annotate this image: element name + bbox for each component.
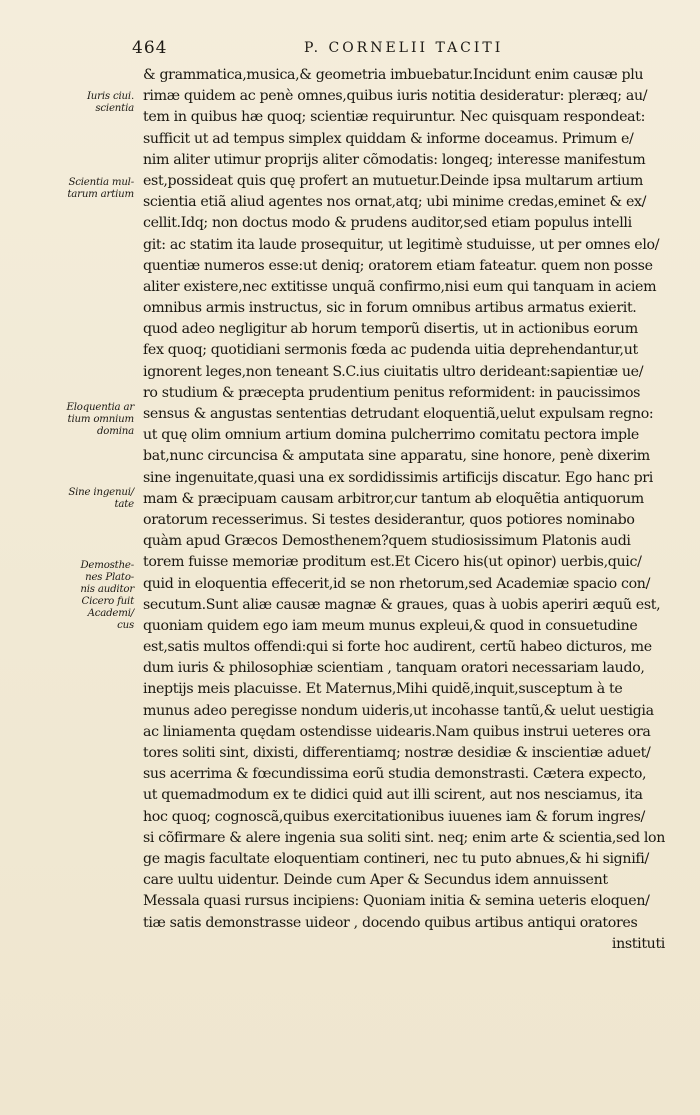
text-line: dum iuris & philosophiæ scientiam , tanquam oratori necessariam laudo,: [143, 660, 645, 677]
text-line: sus acerrima & fœcundissima eorũ studia demonstrasti. Cætera expecto,: [143, 766, 647, 783]
text-line: est,possideat quis quę profert an mutuetur.Deinde ipsa multarum artium: [143, 172, 644, 189]
text-line: quod adeo negligitur ab horum temporũ disertis, ut in actionibus eorum: [143, 321, 638, 338]
text-line: oratorum recesserimus. Si testes desiderantur, quos potiores nominabo: [143, 511, 635, 528]
text-line: care uultu uidentur. Deinde cum Aper & Secundus idem annuissent: [143, 872, 608, 889]
running-head: P. CORNELII TACITI: [304, 40, 504, 56]
margin-note-line: tate: [114, 499, 134, 510]
text-line: ac liniamenta quędam ostendisse uidearis.Nam quibus instrui ueteres ora: [143, 723, 651, 740]
text-line: quentiæ numeros esse:ut deniq; oratorem etiam fateatur. quem non posse: [143, 257, 653, 274]
text-line: instituti: [611, 935, 665, 952]
text-line: & grammatica,musica,& geometria imbuebatur.Incidunt enim causæ plu: [143, 67, 644, 83]
body-text: [143, 65, 665, 955]
text-line: ut quemadmodum ex te didici quid aut illi scirent, aut nos nesciamus, ita: [143, 787, 643, 804]
margin-note-demosthenes-cicero: [62, 560, 134, 632]
text-line: quid in eloquentia effecerit,id se non rhetorum,sed Academiæ spacio con/: [143, 575, 651, 592]
text-line: torem fuisse memoriæ proditum est.Et Cicero his(ut opinor) uerbis,quic/: [143, 554, 642, 571]
margin-note-eloquentia-domina: [62, 402, 134, 438]
margin-note-sine-ingenuitate: [62, 487, 134, 511]
text-line: rimæ quidem ac penè omnes,quibus iuris notitia desideratur: pleræq; au/: [143, 88, 648, 105]
text-line: ut quę olim omnium artium domina pulcherrimo comitatu pectora imple: [143, 427, 639, 444]
text-line: munus adeo peregisse nondum uideris,ut incohasse tantũ,& uelut uestigia: [143, 702, 654, 719]
text-line: si cõfirmare & alere ingenia sua soliti sint. neq; enim arte & scientia,sed lon: [143, 829, 665, 846]
margin-note-line: Sine ingenui/: [68, 487, 134, 498]
text-line: sensus & angustas sententias detrudant eloquentiã,uelut expulsam regno:: [143, 406, 654, 422]
text-line: hoc quoq; cognoscã,quibus exercitationibus iuuenes iam & forum ingres/: [143, 808, 645, 825]
text-line: scientia etiã aliud agentes nos ornat,atq; ubi minime credas,eminet & ex/: [143, 194, 647, 211]
margin-note-line: scientia: [95, 103, 134, 114]
text-line: sufficit ut ad tempus simplex quiddam & informe doceamus. Primum e/: [143, 130, 634, 147]
margin-note-line: Demosthe-: [80, 560, 134, 571]
margin-note-line: nis auditor: [80, 584, 134, 595]
margin-note-line: nes Plato-: [85, 572, 134, 583]
margin-note-line: tium omnium: [67, 414, 134, 425]
margin-note-line: Scientia mul-: [68, 177, 134, 188]
margin-note-line: domina: [96, 426, 134, 437]
text-line: aliter existere,nec extitisse unquã confirmo,nisi eum qui tanquam in aciem: [143, 278, 657, 295]
margin-note-line: cus: [117, 620, 134, 631]
text-line: Messala quasi rursus incipiens: Quoniam initia & semina ueteris eloquen/: [143, 893, 650, 910]
margin-note-line: Iuris ciui.: [86, 91, 134, 102]
text-line: mam & præcipuam causam arbitror,cur tantum ab eloquẽtia antiquorum: [143, 490, 644, 507]
page-header: [128, 38, 608, 62]
text-line: bat,nunc circuncisa & amputata sine apparatu, sine honore, penè dixerim: [143, 448, 650, 465]
margin-note-scientia-artium: [62, 177, 134, 201]
text-line: cellit.Idq; non doctus modo & prudens auditor,sed etiam populus intelli: [143, 215, 632, 232]
text-line: ge magis facultate eloquentiam contineri, nec tu puto abnues,& hi signifi/: [143, 850, 649, 867]
text-line: git: ac statim ita laude prosequitur, ut legitimè studuisse, ut per omnes elo/: [143, 236, 660, 253]
margin-note-line: Cicero fuit: [81, 596, 134, 607]
text-line: tem in quibus hæ quoq; scientiæ requiruntur. Nec quisquam respondeat:: [143, 109, 646, 126]
text-line: quàm apud Græcos Demosthenem?quem studiosissimum Platonis audi: [143, 533, 631, 550]
text-line: tores soliti sint, dixisti, differentiamq; nostræ desidiæ & inscientiæ aduet/: [143, 745, 651, 761]
text-line: quoniam quidem ego iam meum munus expleui,& quod in consuetudine: [143, 617, 638, 634]
margin-note-iuris-scientia: [62, 91, 134, 115]
text-line: secutum.Sunt aliæ causæ magnæ & graues, quas à uobis aperiri æquũ est,: [143, 596, 661, 613]
text-line: ro studium & præcepta prudentium penitus reformident: in paucissimos: [143, 384, 641, 401]
text-line: nim aliter utimur proprijs aliter cõmodatis: longeq; interesse manifestum: [143, 151, 646, 168]
margin-note-line: Academi/: [87, 608, 134, 619]
margin-note-line: Eloquentia ar: [66, 402, 134, 413]
text-line: tiæ satis demonstrasse uideor , docendo quibus artibus antiqui oratores: [143, 914, 638, 931]
text-line: ignorent leges,non teneant S.C.ius ciuitatis ultro derideant:sapientiæ ue/: [143, 363, 644, 380]
text-line: est,satis multos offendi:qui si forte hoc audirent, certũ habeo dicturos, me: [143, 639, 652, 656]
page-number: 464: [132, 38, 168, 58]
margin-note-line: tarum artium: [67, 189, 134, 200]
text-line: omnibus armis instructus, sic in forum omnibus artibus armatus exierit.: [143, 300, 637, 317]
text-line: fex quoq; quotidiani sermonis fœda ac pudenda uitia deprehendantur,ut: [143, 342, 638, 359]
text-line: ineptijs meis placuisse. Et Maternus,Mihi quidẽ,inquit,susceptum à te: [143, 681, 623, 698]
text-line: sine ingenuitate,quasi una ex sordidissimis artificijs discatur. Ego hanc pri: [143, 469, 653, 486]
